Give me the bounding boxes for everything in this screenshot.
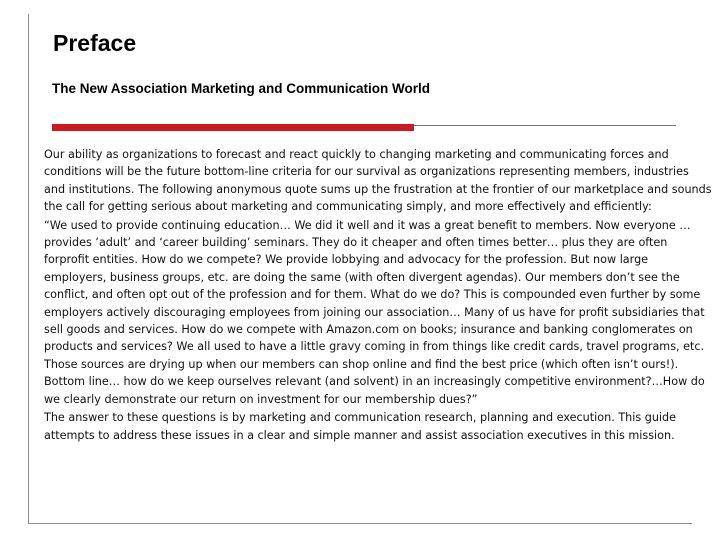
slide-title: Preface	[53, 30, 137, 56]
divider-line	[414, 125, 676, 126]
quote-paragraph: “We used to provide continuing education… We did it well and it was a great benefit to members. Now everyone … provides ‘adult’ and ‘career building’ seminars. They do it cheaper and often times better… plus they are often forprofit entities. How do we compete? We provide lobbying and advocacy for the profession. But now large employers, business groups, etc. are doing the same (with often divergent agendas). Our members don’t see the conflict, and often opt out of the profession and for them. What do we do? This is compounded even further by some employers actively discouraging employees from joining our association… Many of us have for profit subsidiaries that sell goods and services. How do we compete with Amazon.com on books; insurance and banking conglomerates on products and services? We all used to have a little gravy coming in from things like credit cards, travel programs, etc. Those sources are drying up when our members can shop online and find the best price (which often isn’t ours!). Bottom line… how do we keep ourselves relevant (and solvent) in an increasingly competitive environment?…How do we clearly demonstrate our return on investment for our membership dues?”	[44, 218, 705, 406]
slide-body	[44, 146, 712, 445]
conclusion-paragraph: The answer to these questions is by marketing and communication research, planning and execution. This guide attempts to address these issues in a clear and simple manner and assist association executives in this mission.	[44, 411, 677, 442]
slide-frame-bottom-border	[28, 523, 692, 524]
slide-subtitle: The New Association Marketing and Communication World	[52, 81, 431, 96]
accent-rule	[52, 124, 414, 131]
slide-frame-left-border	[28, 14, 29, 524]
intro-paragraph: Our ability as organizations to forecast and react quickly to changing marketing and communicating forces and conditions will be the future bottom-line criteria for our survival as organizations representing members, industries and institutions. The following anonymous quote sums up the frustration at the frontier of our marketplace and sounds the call for getting serious about marketing and communicating simply, and more effectively and efficiently:	[44, 148, 712, 214]
